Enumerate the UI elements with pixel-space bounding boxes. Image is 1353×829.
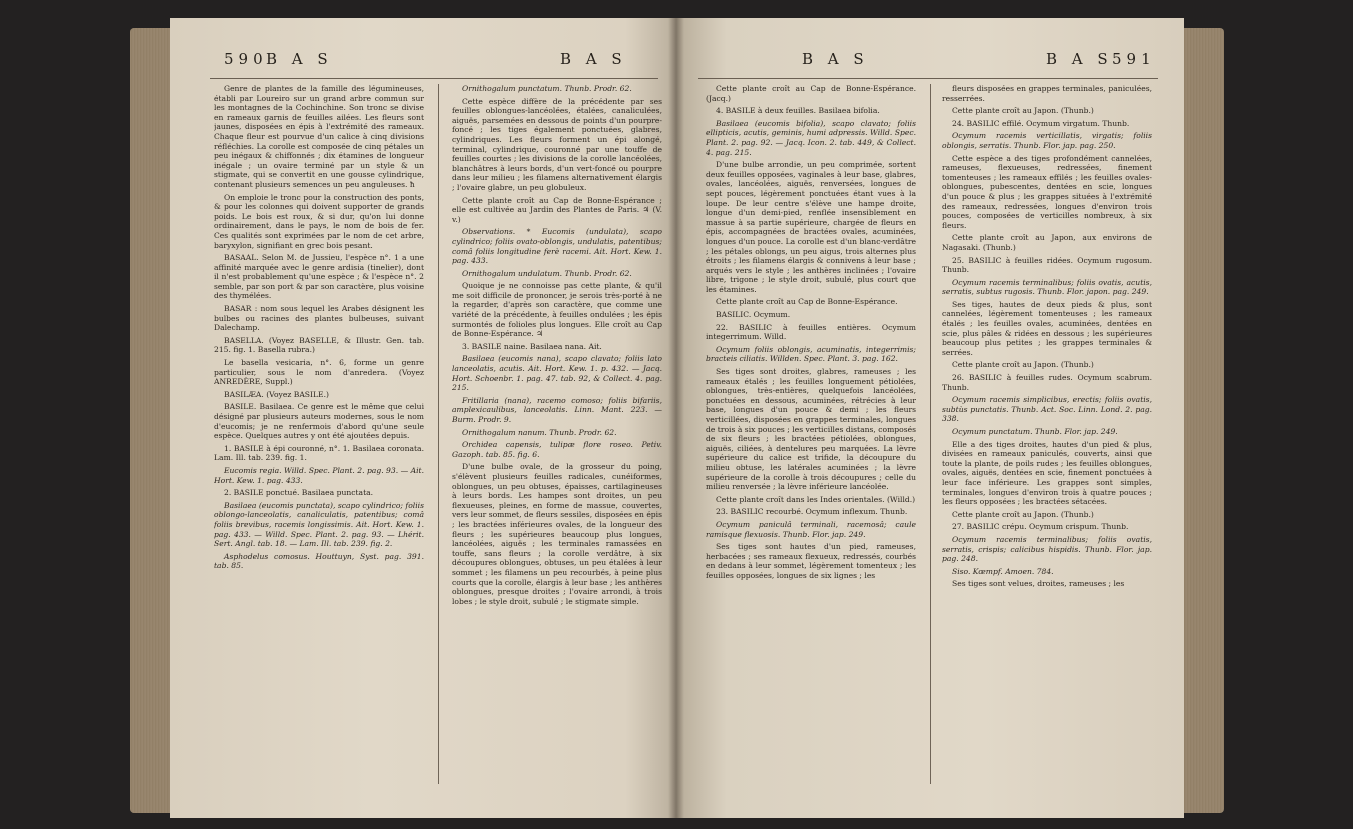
left-page-number: 590 xyxy=(224,50,268,68)
paragraph: Cette plante croît au Cap de Bonne-Espérance ; elle est cultivée au Jardin des Plantes de Paris. ♃ (V. v.) xyxy=(452,195,662,224)
paragraph: Fritillaria (nana), racemo comoso; foliis bifariis, amplexicaulibus, lanceolatis. Linn. Mant. 223. — Burm. Prodr. 9. xyxy=(452,395,662,424)
paragraph: 24. BASILIC effilé. Ocymum virgatum. Thunb. xyxy=(952,118,1130,128)
paragraph: Ocymum racemis terminalibus; foliis ovatis, serratis, crispis; calicibus hispidis. Thunb. Flor. jap. pag. 248. xyxy=(942,534,1152,564)
paragraph: Ocymum racemis simplicibus, erectis; foliis ovatis, subtùs punctatis. Thunb. Act. Soc. Linn. Lond. 2. pag. 338. xyxy=(942,395,1152,424)
paragraph: Observations. * Eucomis (undulata), scapo cylindrico; foliis ovato-oblongis, undulatis, patentibus; comâ foliis longitudine ferè racemi. Ait. Hort. Kew. 1. pag. 433. xyxy=(452,227,662,266)
paragraph: BASILE. Basilaea. Ce genre est le même que celui désigné par plusieurs auteurs modernes, sous le nom d'eucomis; je ne renfermois d'abord qu'une seule espèce. Quelques autres y ont été ajoutées depuis. xyxy=(214,402,424,441)
left-page xyxy=(170,18,676,818)
paragraph: BASAAL. Selon M. de Jussieu, l'espèce n°. 1 a une affinité marquée avec le genre ardisia (tinelier), dont il n'est probablement qu'une espèce ; & l'espèce n°. 2 semble, par son port & par son caractère, plus voisine des thymélées. xyxy=(214,253,424,301)
paragraph: Elle a des tiges droites, hautes d'un pied & plus, divisées en rameaux paniculés, couverts, ainsi que toute la plante, de poils rudes ; les feuilles oblongues, ovales, aiguës, dentées en scie, finement ponctuées à leur face inférieure. Les grappes sont simples, terminales, longues d'environ trois à quatre pouces ; les fleurs opposées ; les bractées sétacées. xyxy=(942,439,1152,507)
paragraph: 4. BASILE à deux feuilles. Basilaea bifolia. xyxy=(716,106,880,116)
paragraph: Basilaea (eucomis nana), scapo clavato; foliis lato lanceolatis, acutis. Ait. Hort. Kew. 1. p. 432. — Jacq. Hort. Schoenbr. 1. pag. 47. tab. 92, & Collect. 4. pag. 215. xyxy=(452,354,662,393)
paragraph: BASAR : nom sous lequel les Arabes désignent les bulbes ou racines des plantes bulbeuses, suivant Dalechamp. xyxy=(214,304,424,333)
right-page-number: 591 xyxy=(1112,50,1156,68)
paragraph: BASELLA. (Voyez BASELLE, & Illustr. Gen. tab. 215. fig. 1. Basella rubra.) xyxy=(214,335,424,355)
column-1 xyxy=(214,84,424,814)
paragraph: Orchidea capensis, tulipæ flore roseo. Petiv. Gazoph. tab. 85. fig. 6. xyxy=(452,440,662,459)
paragraph: Cette plante croît au Cap de Bonne-Espérance. xyxy=(716,297,898,307)
paragraph: Asphodelus comosus. Houttuyn, Syst. pag. 391. tab. 85. xyxy=(214,551,424,571)
paragraph: 27. BASILIC crépu. Ocymum crispum. Thunb. xyxy=(952,522,1129,532)
paragraph: Cette plante croît dans les Indes orientales. (Willd.) xyxy=(716,494,916,504)
left-header-rule xyxy=(210,78,658,79)
column-4 xyxy=(942,84,1152,814)
paragraph: Cette plante croît au Cap de Bonne-Espérance. (Jacq.) xyxy=(706,84,916,103)
paragraph: D'une bulbe arrondie, un peu comprimée, sortent deux feuilles opposées, vaginales à leur base, glabres, ovales, lancéolées, aiguës, renversées, longues de sept pouces, légèrement ponctuées étant vues à la loupe. De leur centre s'élève une hampe droite, longue d'un demi-pied, renflée insensiblement en massue à sa partie supérieure, chargée de fleurs en épis, accompagnées de bractées ovales, acuminées, longues d'un pouce. La corolle est d'un blanc-verdâtre ; les pétales oblongs, un peu aigus, trois alternes plus étroits ; les filamens élargis & connivens à leur base ; arqués vers le style ; les anthères inclinées ; l'ovaire libre, trigone ; le style droit, subulé, plus court que les étamines. xyxy=(706,160,916,294)
paragraph: Le basella vesicaria, n°. 6, forme un genre particulier, sous le nom d'anredera. (Voyez ANREDÈRE, Suppl.) xyxy=(214,358,424,387)
paragraph: 26. BASILIC à feuilles rudes. Ocymum scabrum. Thunb. xyxy=(942,373,1152,392)
paragraph: Ornithogalum punctatum. Thunb. Prodr. 62. xyxy=(462,84,632,93)
paragraph: Eucomis regia. Willd. Spec. Plant. 2. pag. 93. — Ait. Hort. Kew. 1. pag. 433. xyxy=(214,465,424,485)
column-separator-right xyxy=(930,84,931,784)
paragraph: 22. BASILIC à feuilles entières. Ocymum integerrimum. Willd. xyxy=(706,322,916,342)
paragraph: Cette plante croît au Japon. (Thunb.) xyxy=(952,360,1094,370)
paragraph: D'une bulbe ovale, de la grosseur du poing, s'élèvent plusieurs feuilles radicales, cunéiformes, oblongues, un peu obtuses, épaisses, cartilagineuses à leurs bords. Les hampes sont droites, un peu flexueuses, pleines, en forme de massue, couvertes, vers leur sommet, de fleurs sessiles, disposées en épis ; les bractées inférieures ovales, de la longueur des fleurs ; les supérieures beaucoup plus longues, lancéolées, aiguës ; les terminales ramassées en touffe, sans fleurs ; la corolle verdâtre, à six découpures oblongues, obtuses, un peu étalées à leur sommet ; les filamens un peu recourbés, à peine plus courts que la corolle, élargis à leur base ; les anthères oblongues, presque droites ; l'ovaire arrondi, à trois lobes ; le style droit, subulé ; le stigmate simple. xyxy=(452,462,662,606)
paragraph: Siso. Kœmpf. Amoen. 784. xyxy=(952,566,1054,576)
left-running-head-inner: B A S xyxy=(560,50,627,68)
paragraph: Genre de plantes de la famille des légumineuses, établi par Loureiro sur un grand arbre commun sur les montagnes de la Cochinchine. Son tronc se divise en rameaux garnis de feuilles ailées. Les fleurs sont jaunes, disposées en épis à l'extrémité des rameaux. Chaque fleur est pourvue d'un calice à cinq divisions réfléchies. La corolle est composée de cinq pétales un peu inégaux & chiffonnés ; dix étamines de longueur inégale ; un ovaire terminé par un style & un stigmate, qui se convertit en une gousse cylindrique, contenant plusieurs semences un peu anguleuses. ħ xyxy=(214,84,424,189)
paragraph: Ocymum paniculâ terminali, racemosâ; caule ramisque flexuosis. Thunb. Flor. jap. 249. xyxy=(706,519,916,539)
paragraph: 1. BASILE à épi couronné, n°. 1. Basilaea coronata. Lam. Ill. tab. 239. fig. 1. xyxy=(214,443,424,463)
paragraph: Ses tiges sont droites, glabres, rameuses ; les rameaux étalés ; les feuilles longuement pétiolées, oblongues, très-entières, quelquefois lancéolées, ponctuées en dessous, acuminées, rétrécies à leur base, longues d'un pouce & demi ; les fleurs verticillées, disposées en grappes terminales, longues de trois à six pouces ; les verticilles distans, composés de six fleurs ; les bractées pétiolées, oblongues, aiguës, ciliées, à dentelures peu marquées. La lèvre supérieure du calice est trifide, la découpure du milieu obtuse, les latérales acuminées ; la lèvre supérieure de la corolle à trois découpures ; celle du milieu renversée ; la lèvre inférieure lancéolée. xyxy=(706,367,916,492)
paragraph: 3. BASILE naine. Basilaea nana. Ait. xyxy=(462,341,602,351)
column-2 xyxy=(452,84,662,814)
paragraph: Ocymum foliis oblongis, acuminatis, integerrimis; bracteis ciliatis. Willden. Spec. Plant. 3. pag. 162. xyxy=(706,344,916,364)
paragraph: Cette plante croît au Japon. (Thunb.) xyxy=(952,509,1094,519)
paragraph: 23. BASILIC recourbé. Ocymum inflexum. Thunb. xyxy=(716,507,908,517)
paragraph: 2. BASILE ponctué. Basilaea punctata. xyxy=(224,488,374,498)
paragraph: BASILÆA. (Voyez BASILE.) xyxy=(224,389,329,399)
paragraph: Ses tiges sont velues, droites, rameuses ; les xyxy=(952,579,1125,589)
paragraph: Cette plante croît au Japon, aux environs de Nagasaki. (Thunb.) xyxy=(942,233,1152,252)
paragraph: On emploie le tronc pour la construction des ponts, & pour les colonnes qui doivent supporter de grands poids. Le bois est roux, & si dur, qu'on lui donne ordinairement, dans le pays, le nom de bois de fer. Ces qualités sont exprimées par le nom de cet arbre, baryxylon, signifiant en grec bois pesant. xyxy=(214,192,424,250)
paragraph: Cette espèce diffère de la précédente par ses feuilles oblongues-lancéolées, étalées, canaliculées, aiguës, parsemées en dessous de points d'un pourpre-foncé ; les tiges également ponctuées, glabres, cylindriques. Les fleurs forment un épi alongé, terminal, cylindrique, couronné par une touffe de feuilles courtes ; les divisions de la corolle lancéolées, blanchâtres à leurs bords, d'un vert-foncé ou pourpre dans leur milieu ; les filamens alternativement élargis ; l'ovaire glabre, un peu globuleux. xyxy=(452,96,662,192)
column-separator-left xyxy=(438,84,439,784)
paragraph: Ocymum punctatum. Thunb. Flor. jap. 249. xyxy=(952,427,1118,436)
paragraph: Ses tiges, hautes de deux pieds & plus, sont cannelées, légèrement tomenteuses ; les rameaux étalés ; les feuilles ovales, acuminées, dentées en scie, plus pâles & ridées en dessous ; les supérieures beaucoup plus petites ; les grappes terminales & serrées. xyxy=(942,299,1152,357)
book-gutter xyxy=(668,18,684,818)
paragraph: Basilaea (eucomis bifolia), scapo clavato; foliis ellipticis, acutis, geminis, humi adpressis. Willd. Spec. Plant. 2. pag. 92. — Jacq. Icon. 2. tab. 449, & Collect. 4. pag. 215. xyxy=(706,118,916,157)
paragraph: Ornithogalum nanum. Thunb. Prodr. 62. xyxy=(462,427,617,437)
right-header-rule xyxy=(698,78,1158,79)
paragraph: Quoique je ne connoisse pas cette plante, & qu'il me soit difficile de prononcer, je serois très-porté à ne la regarder, d'après son caractère, que comme une variété de la précédente, à feuilles ondulées ; les épis surmontés de folioles plus longues. Elle croît au Cap de Bonne-Espérance. ♃ xyxy=(452,281,662,339)
right-running-head-inner: B A S xyxy=(802,50,869,68)
left-running-head-outer: B A S xyxy=(266,50,333,68)
right-running-head-outer: B A S xyxy=(1046,50,1113,68)
paragraph: BASILIC. Ocymum. xyxy=(716,310,791,320)
right-page xyxy=(676,18,1184,818)
paragraph: Ornithogalum undulatum. Thunb. Prodr. 62. xyxy=(462,268,632,278)
column-3 xyxy=(706,84,916,814)
paragraph: Ses tiges sont hautes d'un pied, rameuses, herbacées ; ses rameaux flexueux, redressés, courbés en dedans à leur sommet, légèrement tomenteux ; les feuilles opposées, longues de six lignes ; les xyxy=(706,542,916,580)
paragraph: 25. BASILIC à feuilles ridées. Ocymum rugosum. Thunb. xyxy=(942,255,1152,275)
paragraph: fleurs disposées en grappes terminales, paniculées, resserrées. xyxy=(942,84,1152,103)
right-page-edges xyxy=(1180,28,1224,813)
paragraph: Ocymum racemis verticillatis, virgatis; foliis oblongis, serratis. Thunb. Flor. jap. pag. 250. xyxy=(942,131,1152,150)
paragraph: Cette plante croît au Japon. (Thunb.) xyxy=(952,106,1094,116)
paragraph: Basilaea (eucomis punctata), scapo cylindrico; foliis oblongo-lanceolatis, canaliculatis, patentibus; comâ foliis brevibus, racemis longissimis. Ait. Hort. Kew. 1. pag. 433. — Willd. Spec. Plant. 2. pag. 93. — Lhérit. Sert. Angl. tab. 18. — Lam. Ill. tab. 239. fig. 2. xyxy=(214,500,424,549)
paragraph: Cette espèce a des tiges profondément cannelées, rameuses, flexueuses, redressées, finement tomenteuses ; les rameaux effilés ; les feuilles ovales-oblongues, pubescentes, dentées en scie, longues d'un pouce & plus ; les grappes situées à l'extrémité des rameaux, redressées, longues d'environ trois pouces, composées de verticilles nombreux, à six fleurs. xyxy=(942,153,1152,230)
left-page-edges xyxy=(130,28,174,813)
paragraph: Ocymum racemis terminalibus; foliis ovatis, acutis, serratis, subtus rugosis. Thunb. Flor. japon. pag. 249. xyxy=(942,277,1152,297)
